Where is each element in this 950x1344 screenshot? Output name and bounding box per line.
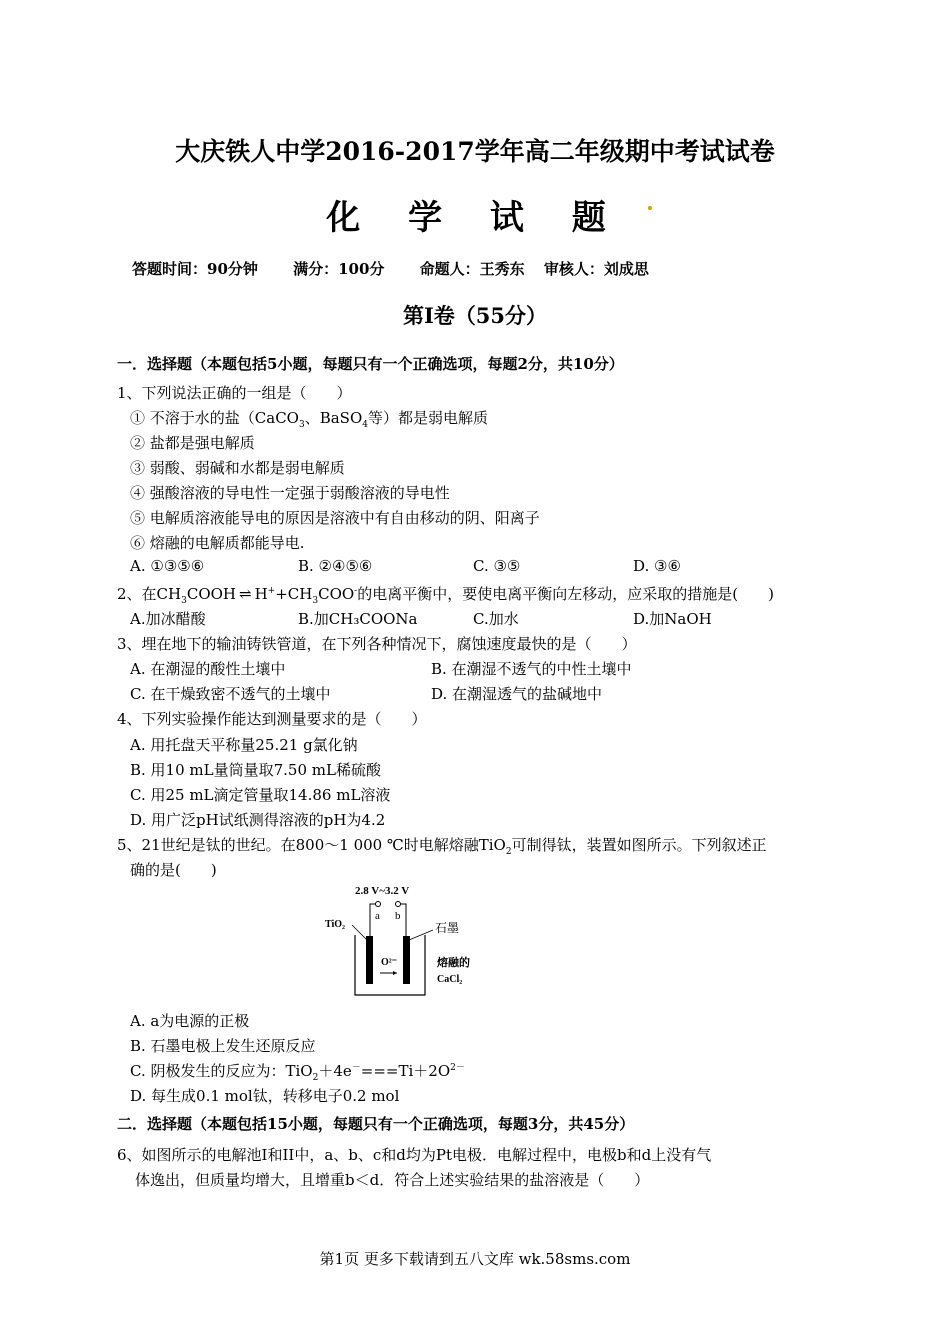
q1-statement-6: ⑥ 熔融的电解质都能导电.: [130, 534, 305, 552]
q2-option-a: A.加冰醋酸: [130, 610, 206, 628]
graphite-pointer: [409, 930, 433, 940]
q5-option-c: C. 阴极发生的反应为：$TiO_2+4e^-===Ti+2O^{2-}$: [130, 1062, 465, 1083]
q5-option-d: D. 每生成0.1 mol钛，转移电子0.2 mol: [130, 1087, 400, 1105]
label-b: b: [395, 910, 401, 922]
graphite-label: 石墨: [435, 921, 460, 935]
exam-reviewer: 审核人：刘成思: [543, 260, 649, 278]
q5-option-b: B. 石墨电极上发生还原反应: [130, 1037, 316, 1055]
page-footer: 第1页 更多下载请到五八文库 wk.58sms.com: [319, 1250, 631, 1268]
q3-option-b: B. 在潮湿不透气的中性土壤中: [431, 660, 632, 678]
q3-option-c: C. 在干燥致密不透气的土壤中: [130, 685, 331, 703]
tio2-electrode: [366, 936, 373, 984]
q1-option-b: B. ②④⑤⑥: [298, 557, 373, 575]
q6-stem-line2: 体逸出，但质量均增大，且增重b＜d．符合上述实验结果的盐溶液是（ ）: [135, 1171, 650, 1189]
q1-statement-3: ③ 弱酸、弱碱和水都是弱电解质: [130, 459, 345, 477]
q3-option-a: A. 在潮湿的酸性土壤中: [130, 660, 286, 678]
section1-heading: 一．选择题（本题包括5小题，每题只有一个正确选项，每题2分，共10分）: [117, 355, 624, 373]
q1-statement-2: ② 盐都是强电解质: [130, 434, 255, 452]
exam-meta: [132, 258, 679, 279]
q4-option-c: C. 用25 mL滴定管量取14.86 mL溶液: [130, 786, 391, 804]
melt-label-1: 熔融的: [437, 956, 470, 969]
label-a: a: [375, 910, 380, 922]
q3-stem: 3、埋在地下的输油铸铁管道，在下列各种情况下，腐蚀速度最快的是（ ）: [117, 635, 637, 653]
tio2-label: TiO₂: [325, 919, 346, 930]
melt-label-2: CaCl₂: [437, 974, 463, 985]
ion-label: O²⁻: [381, 957, 398, 968]
voltage-label: 2.8 V~3.2 V: [355, 885, 410, 897]
q1-option-d: D. ③⑥: [633, 557, 681, 575]
q1-statement-1: ① 不溶于水的盐（CaCO$_3$、BaSO$_4$等）都是弱电解质: [130, 409, 488, 430]
q1-statement-4: ④ 强酸溶液的导电性一定强于弱酸溶液的导电性: [130, 484, 450, 502]
terminal-b: [396, 902, 401, 907]
q2-stem: 2、在$CH_3COOH$ ⇌ $H^++CH_3COO^-$的电离平衡中，要使电离平衡向左移动，应采取的措施是( ): [117, 585, 774, 606]
electrolysis-diagram: [325, 880, 495, 1000]
q4-option-a: A. 用托盘天平称量25.21 g氯化钠: [130, 736, 358, 754]
ion-arrowhead: [393, 971, 397, 975]
subject-title: 化 学 试 题: [326, 198, 624, 238]
q1-stem: 1、下列说法正确的一组是（ ）: [117, 384, 352, 402]
q2-option-d: D.加NaOH: [633, 610, 712, 628]
q1-option-a: A. ①③⑤⑥: [130, 557, 205, 575]
q4-option-b: B. 用10 mL量筒量取7.50 mL稀硫酸: [130, 761, 381, 779]
exam-score: 满分：100分: [293, 260, 385, 278]
q1-statement-5: ⑤ 电解质溶液能导电的原因是溶液中有自由移动的阴、阳离子: [130, 509, 540, 527]
q3-option-d: D. 在潮湿透气的盐碱地中: [431, 685, 603, 703]
q4-option-d: D. 用广泛pH试纸测得溶液的pH为4.2: [130, 811, 386, 829]
q4-stem: 4、下列实验操作能达到测量要求的是（ ）: [117, 710, 427, 728]
exam-time: 答题时间：90分钟: [132, 260, 258, 278]
q2-option-c: C.加水: [473, 610, 519, 628]
q2-option-b: B.加CH₃COONa: [298, 610, 418, 628]
terminal-a: [376, 902, 381, 907]
q6-stem-line1: 6、如图所示的电解池Ⅰ和II中，a、b、c和d均为Pt电极．电解过程中，电极b和d上没有气: [117, 1146, 712, 1164]
decorative-dot: [648, 206, 652, 210]
q5-option-a: A. a为电源的正极: [130, 1012, 250, 1030]
graphite-electrode: [403, 936, 410, 984]
part-heading: 第I卷（55分）: [402, 303, 548, 328]
tio2-pointer: [352, 925, 367, 940]
q5-stem: 5、21世纪是钛的世纪。在800～1 000 ℃时电解熔融TiO$_2$可制得钛，装置如图所示。下列叙述正: [117, 836, 767, 857]
exam-title: 大庆铁人中学2016-2017学年高二年级期中考试试卷: [175, 137, 775, 166]
section2-heading: 二．选择题（本题包括15小题，每题只有一个正确选项，每题3分，共45分）: [117, 1115, 635, 1133]
q5-stem-line2: 确的是( ): [130, 861, 217, 879]
q1-option-c: C. ③⑤: [473, 557, 521, 575]
wire-b: [401, 904, 407, 938]
exam-author: 命题人：王秀东: [419, 260, 525, 278]
